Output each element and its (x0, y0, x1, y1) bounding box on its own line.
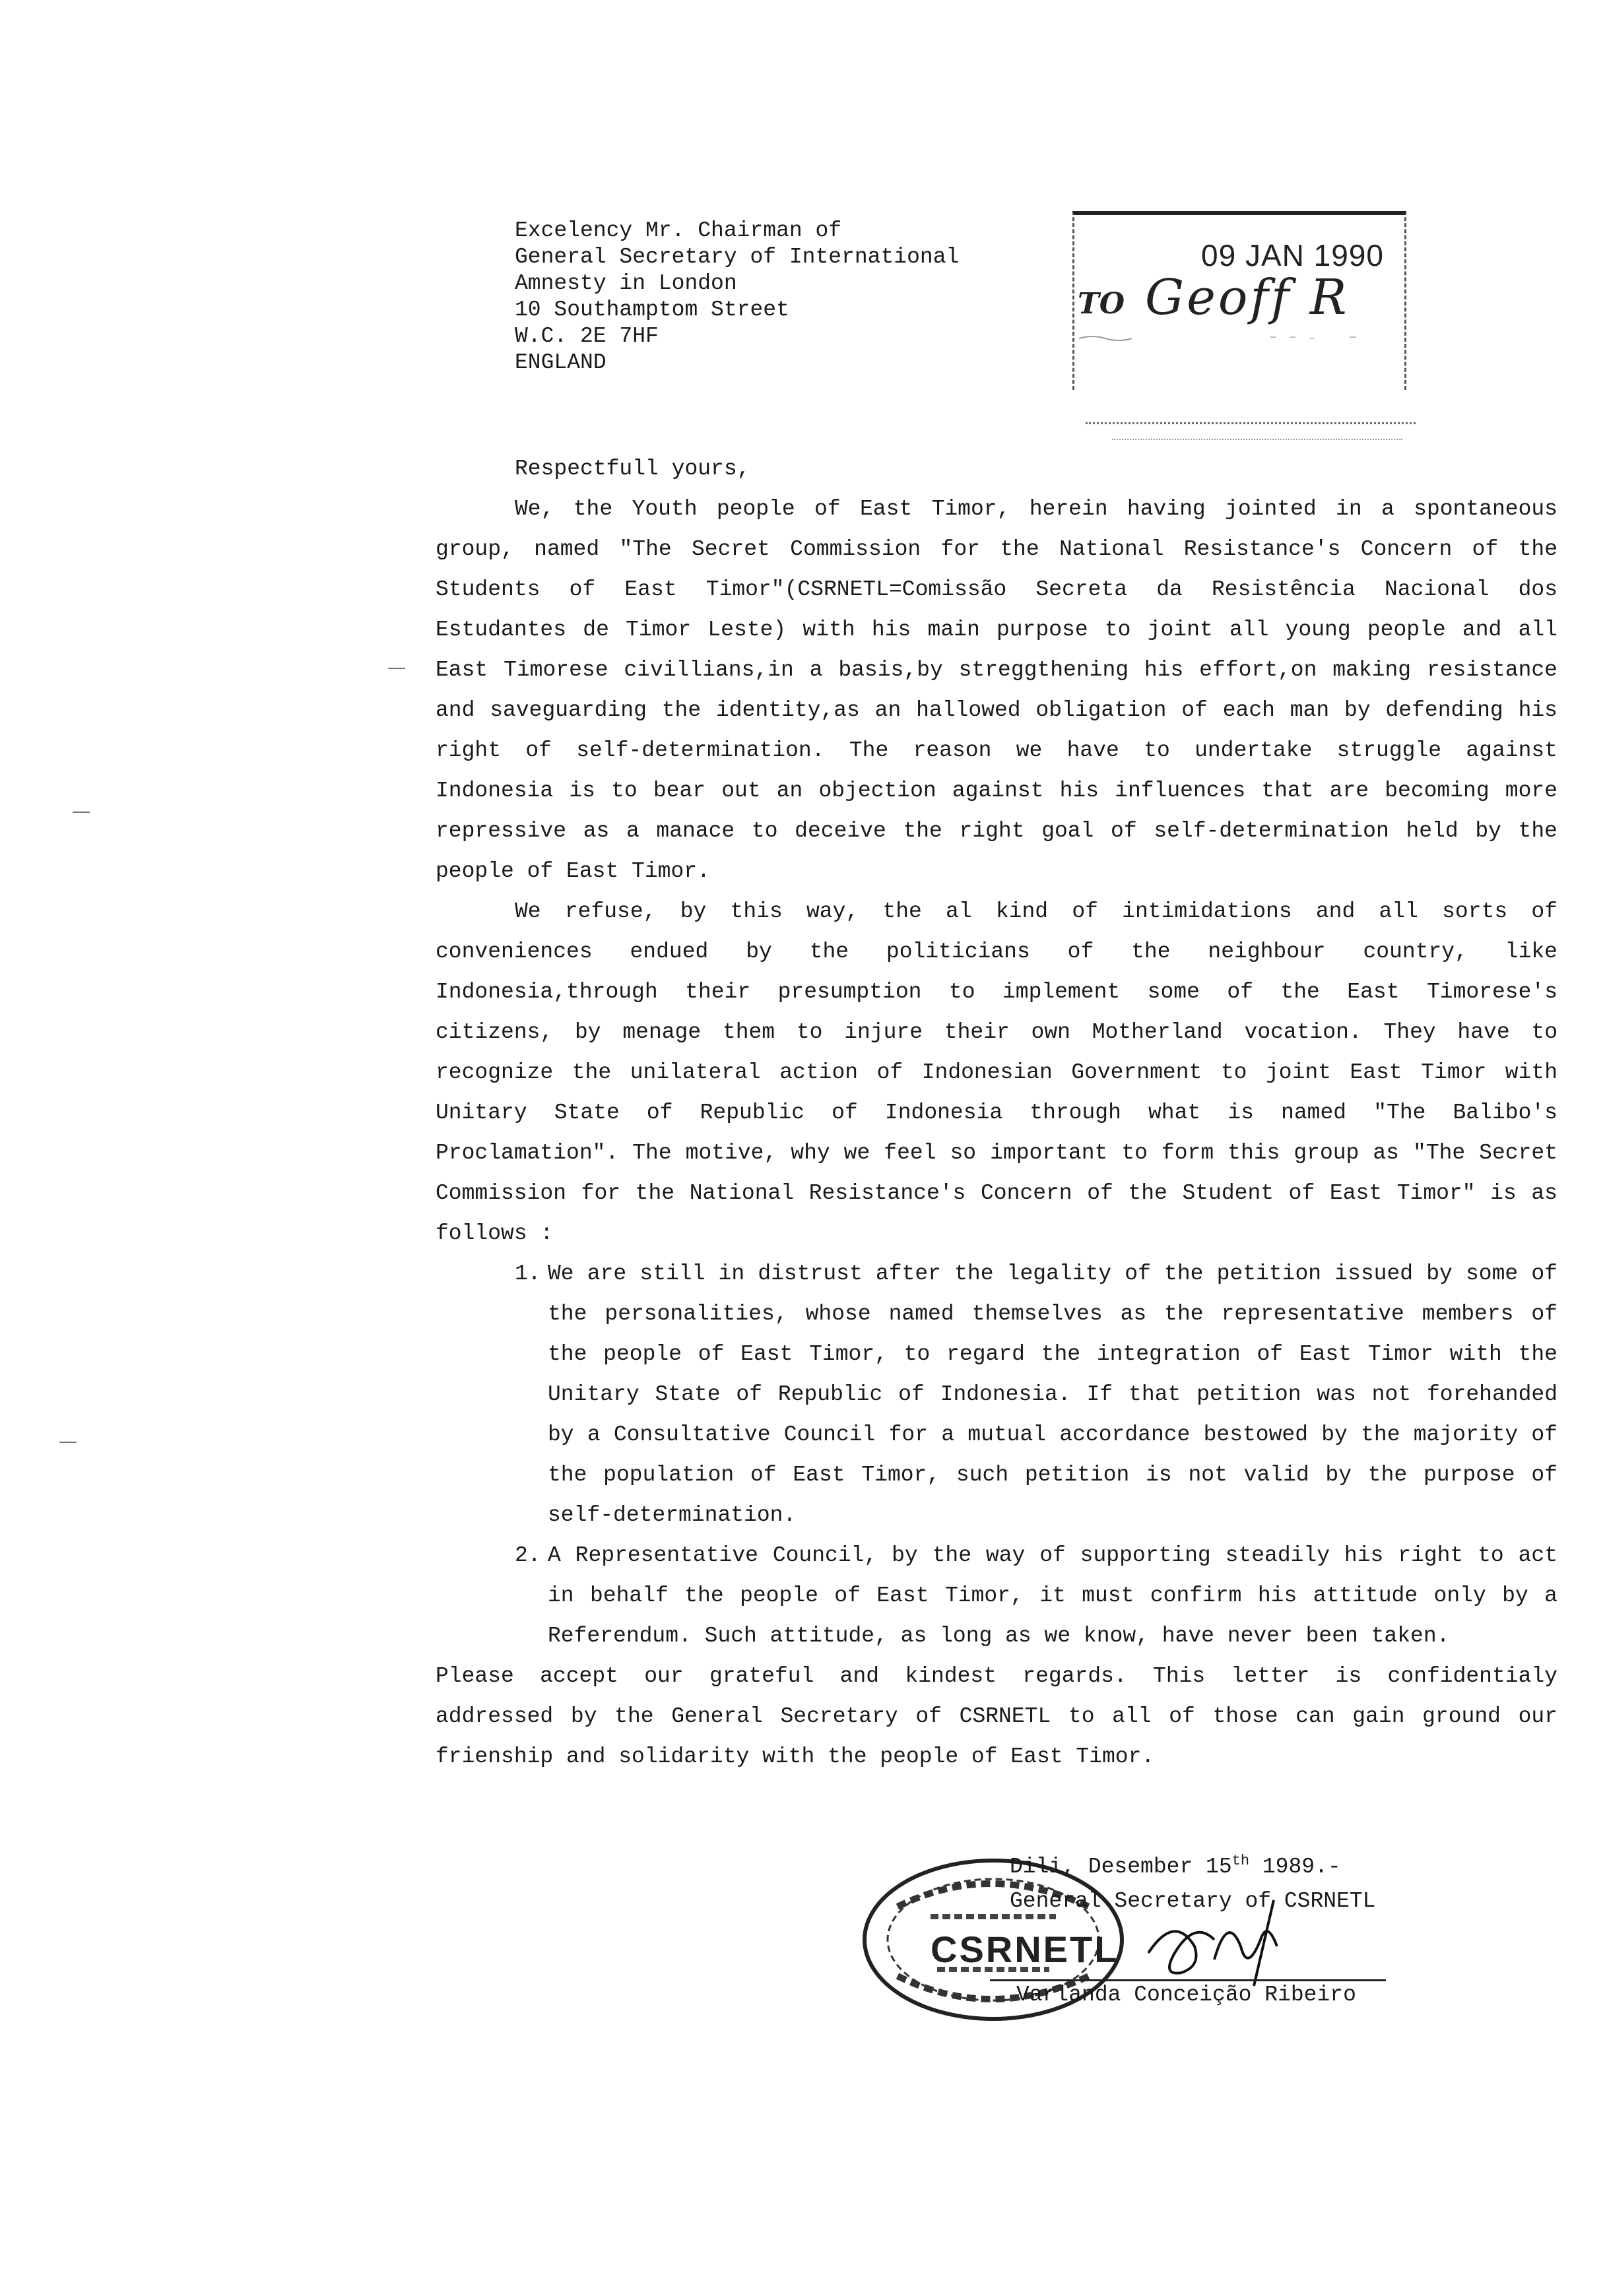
letter-body (436, 449, 1557, 1777)
stamp-faint-marks (1072, 327, 1416, 346)
signer-title: General Secretary of CSRNETL (1010, 1889, 1376, 1913)
list-text: A Representative Council, by the way of supporting steadily his right to act in behalf the people of East Timor, it must confirm his attitude only by a Referendum. Such attitude, as long as we know, have never been taken. (548, 1543, 1557, 1648)
place-date (1010, 1844, 1376, 1884)
stamp-to-label: TO (1078, 287, 1125, 321)
address-line: W.C. 2E 7HF (515, 324, 659, 348)
stamp-dotted-line (1112, 439, 1402, 441)
stamp-date: 09 JAN 1990 (1201, 238, 1384, 272)
margin-mark (73, 812, 90, 813)
paragraph-refusal: We refuse, by this way, the al kind of intimidations and all sorts of conveniences endued by the politicians of the neighbour country, like Indonesia,through their presumption to implement some of the East Timorese's citizens, by menage them to injure their own Motherland vocation. They have to recognize the unilateral action of Indonesian Government to joint East Timor with Unitary State of Republic of Indonesia through what is named "The Balibo's Proclamation". The motive, why we feel so important to form this group as "The Secret Commission for the National Resistance's Concern of the Student of East Timor" is as follows : (436, 899, 1557, 1246)
address-line: General Secretary of International (515, 245, 960, 269)
list-text: We are still in distrust after the legality of the petition issued by some of the personalities, whose named themselves as the representative members of the people of East Timor, to regard the integration of East Timor with the Unitary State of Republic of Indonesia. If that petition was not forehanded by a Consultative Council for a mutual accordance bestowed by the majority of the population of East Timor, such petition is not valid by the purpose of self-determination. (548, 1261, 1557, 1527)
margin-mark (388, 668, 405, 669)
address-line: ENGLAND (515, 350, 606, 375)
signer-name: Varlanda Conceição Ribeiro (1016, 1983, 1356, 2007)
date-ordinal: th (1231, 1853, 1250, 1869)
recipient-address (515, 218, 959, 376)
paragraph-intro: We, the Youth people of East Timor, herein having jointed in a spontaneous group, named "The Secret Commission for the National Resistance's Concern of the Students of East Timor"(CSRNETL=Comissão Secreta da Resistência Nacional dos Estudantes de Timor Leste) with his main purpose to joint all young people and all East Timorese civillians,in a basis,by streggthening his effort,on making resistance and saveguarding the identity,as an hallowed obligation of each man by defending his right of self-determination. The reason we have to undertake struggle against Indonesia is to bear out an objection against his influences that are becoming more repressive as a manace to deceive the right goal of self-determination held by the people of East Timor. (436, 497, 1557, 883)
signoff-block (1010, 1844, 1376, 1919)
received-stamp (1072, 211, 1416, 429)
list-item (436, 1254, 1557, 1535)
address-line: Excelency Mr. Chairman of (515, 218, 842, 243)
list-item (436, 1535, 1557, 1656)
reasons-list (436, 1254, 1557, 1656)
date-year: 1989.- (1249, 1855, 1341, 1879)
address-line: 10 Southamptom Street (515, 298, 789, 322)
list-number: 2. (515, 1543, 541, 1568)
closing-paragraph: Please accept our grateful and kindest regards. This letter is confidentialy addressed by the General Secretary of CSRNETL to all of those can gain ground our frienship and solidarity with the people of East Timor. (436, 1664, 1557, 1769)
margin-mark (59, 1442, 77, 1443)
list-number: 1. (515, 1261, 541, 1286)
signature-line (990, 1979, 1386, 1981)
stamp-handwritten-name: Geoff R (1145, 269, 1350, 326)
address-line: Amnesty in London (515, 271, 737, 296)
stamp-dotted-line (1086, 422, 1416, 426)
salutation: Respectfull yours, (515, 457, 750, 481)
seal-text: CSRNETL (931, 1929, 1119, 1970)
place-date-text: Dili, Desember 15 (1010, 1855, 1232, 1879)
